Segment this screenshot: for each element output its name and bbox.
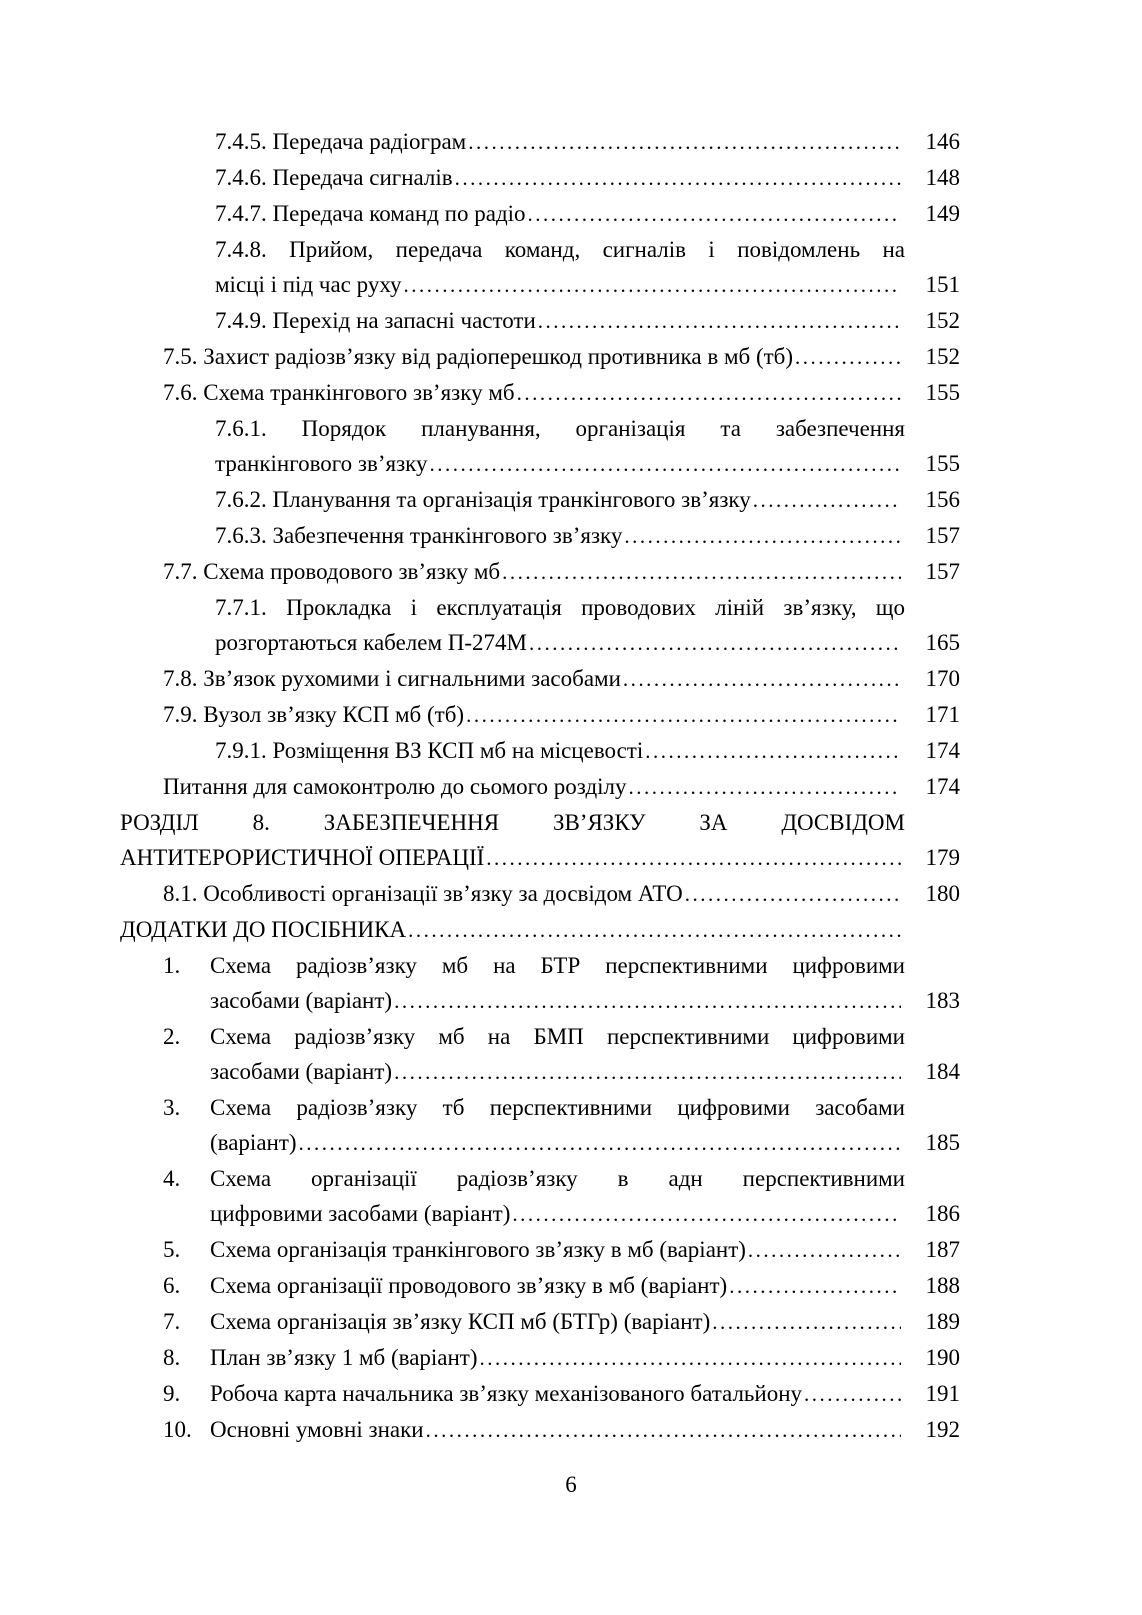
toc-entry-line <box>163 554 960 590</box>
toc-page-number: 174 <box>925 774 960 799</box>
toc-leader-dots <box>394 983 901 1019</box>
toc-entry-line <box>215 267 960 303</box>
toc-page-number: 188 <box>925 1273 960 1298</box>
toc-entry-line: 7.6.1. Порядок планування, організація та забезпечення <box>215 416 905 441</box>
toc-entry-line <box>120 912 960 948</box>
toc-leader-dots <box>299 1125 901 1161</box>
toc-leader-dots <box>466 697 901 733</box>
toc-leader-dots <box>426 1412 901 1448</box>
toc-leader-dots <box>468 124 901 160</box>
toc-page-number: 165 <box>925 630 960 655</box>
toc-entry <box>120 661 960 697</box>
toc-leader-dots <box>645 733 901 769</box>
toc-page-number: 148 <box>925 165 960 190</box>
toc-leader-dots <box>455 160 901 196</box>
toc-entry <box>120 912 960 948</box>
toc-entry-text: цифровими засобами (варіант) <box>210 1201 511 1226</box>
toc-leader-dots <box>517 375 901 411</box>
toc-entry-line <box>163 375 960 411</box>
toc-leader-dots <box>624 518 901 554</box>
toc-page-number: 190 <box>925 1345 960 1370</box>
toc-entry-line <box>210 983 960 1019</box>
toc-leader-dots <box>502 554 901 590</box>
toc-entry-text: ДОДАТКИ ДО ПОСІБНИКА <box>120 917 407 942</box>
toc-entry <box>120 805 960 876</box>
toc-item-number: 8. <box>163 1345 181 1370</box>
toc-page-number: 189 <box>925 1309 960 1334</box>
toc-leader-dots <box>712 1304 901 1340</box>
toc-leader-dots <box>394 1054 901 1090</box>
toc-page-number: 191 <box>925 1381 960 1406</box>
toc-entry <box>120 769 960 805</box>
toc-page-number: 179 <box>925 845 960 870</box>
toc-leader-dots <box>753 482 901 518</box>
toc-entry-line: 7.4.8. Прийом, передача команд, сигналів і повідомлень на <box>215 237 905 262</box>
toc-entry <box>120 124 960 160</box>
toc-entry <box>120 1412 960 1448</box>
toc-page-number: 171 <box>925 702 960 727</box>
toc-entry <box>120 518 960 554</box>
toc-item-number: 2. <box>163 1024 181 1049</box>
toc-entry <box>120 590 960 661</box>
toc-entry-line <box>215 482 960 518</box>
toc-entry <box>120 697 960 733</box>
toc-entry-line <box>210 1125 960 1161</box>
toc-entry-text: засобами (варіант) <box>210 1059 393 1084</box>
toc-entry-text: 7.4.9. Перехід на запасні частоти <box>215 308 536 333</box>
toc-entry-line: Схема організації радіозв’язку в адн перспективними <box>210 1166 905 1191</box>
toc-entry-line <box>215 733 960 769</box>
toc-entry <box>120 733 960 769</box>
toc-entry <box>120 339 960 375</box>
toc-item-number: 7. <box>163 1309 181 1334</box>
toc-entry <box>120 196 960 232</box>
toc-entry-text: 7.6.3. Забезпечення транкінгового зв’язку <box>215 523 623 548</box>
toc-entry-line: Схема радіозв’язку мб на БТР перспективними цифровими <box>210 953 905 978</box>
toc-leader-dots <box>528 196 901 232</box>
toc-entry-text: (варіант) <box>210 1130 297 1155</box>
toc-leader-dots <box>804 1376 901 1412</box>
toc-entry-line: Схема радіозв’язку тб перспективними цифровими засобами <box>210 1095 905 1120</box>
toc-entry-line <box>163 339 960 375</box>
toc-entry-text: 7.4.5. Передача радіограм <box>215 129 467 154</box>
toc-leader-dots <box>403 267 901 303</box>
toc-entry-line <box>163 697 960 733</box>
toc-entry-text: Схема організації проводового зв’язку в мб (варіант) <box>210 1273 728 1298</box>
toc-item-number: 4. <box>163 1166 181 1191</box>
toc-page-number: 155 <box>925 451 960 476</box>
toc-page-number: 155 <box>925 380 960 405</box>
toc-entry <box>120 303 960 339</box>
toc-entry-line <box>210 1376 960 1412</box>
toc-entry-text: Схема організація зв’язку КСП мб (БТГр) (варіант) <box>210 1309 711 1334</box>
toc-page-number: 151 <box>925 272 960 297</box>
toc-entry-text: План зв’язку 1 мб (варіант) <box>210 1345 478 1370</box>
toc-entry-line <box>120 840 960 876</box>
toc-page-number: 186 <box>925 1201 960 1226</box>
toc-leader-dots <box>795 339 901 375</box>
toc-page-number: 152 <box>925 344 960 369</box>
toc-entry-line <box>215 196 960 232</box>
toc-entry-text: місці і під час руху <box>215 272 402 297</box>
toc-entry-text: 7.9.1. Розміщення ВЗ КСП мб на місцевості <box>215 738 644 763</box>
toc-page-number: 187 <box>925 1237 960 1262</box>
toc-entry <box>120 1304 960 1340</box>
toc-entry-line <box>210 1196 960 1232</box>
toc-entry-text: 7.7. Схема проводового зв’язку мб <box>163 559 501 584</box>
toc-item-number: 3. <box>163 1095 181 1120</box>
toc-leader-dots <box>408 912 901 948</box>
toc-entry <box>120 1376 960 1412</box>
toc-page-number: 149 <box>925 201 960 226</box>
toc-entry <box>120 1340 960 1376</box>
toc-entry-line <box>215 160 960 196</box>
toc-entry-text: транкінгового зв’язку <box>215 451 428 476</box>
toc-entry-line <box>215 625 960 661</box>
toc-item-number: 5. <box>163 1237 181 1262</box>
toc-entry-line <box>210 1232 960 1268</box>
toc-page-number: 146 <box>925 129 960 154</box>
toc-leader-dots <box>538 303 901 339</box>
toc-entry <box>120 1019 960 1090</box>
toc-entry-text: 7.4.7. Передача команд по радіо <box>215 201 526 226</box>
toc-entry <box>120 160 960 196</box>
toc-leader-dots <box>748 1232 901 1268</box>
toc-item-number: 6. <box>163 1273 181 1298</box>
toc-entry-text: Робоча карта начальника зв’язку механізованого батальйону <box>210 1381 803 1406</box>
toc-entry <box>120 482 960 518</box>
toc-entry <box>120 948 960 1019</box>
toc-entry-text: 7.6.2. Планування та організація транкінгового зв’язку <box>215 487 751 512</box>
toc-entry-text: 7.4.6. Передача сигналів <box>215 165 453 190</box>
toc-entry-line <box>163 876 960 912</box>
toc-entry-text: засобами (варіант) <box>210 988 393 1013</box>
toc-item-number: 9. <box>163 1381 181 1406</box>
toc-leader-dots <box>512 1196 901 1232</box>
toc-entry-text: 8.1. Особливості організації зв’язку за досвідом АТО <box>163 881 683 906</box>
toc-page-number: 180 <box>925 881 960 906</box>
toc-entry-line <box>210 1304 960 1340</box>
toc-leader-dots <box>629 769 901 805</box>
toc-entry <box>120 1232 960 1268</box>
toc-page-number: 170 <box>925 666 960 691</box>
toc-leader-dots <box>685 876 901 912</box>
page-number-footer: 6 <box>565 1472 577 1497</box>
toc-entry-line <box>210 1340 960 1376</box>
toc-entry-line <box>163 769 960 805</box>
toc-entry <box>120 876 960 912</box>
toc-entry-text: 7.8. Зв’язок рухомими і сигнальними засобами <box>163 666 621 691</box>
toc-page-number: 157 <box>925 523 960 548</box>
toc-entry <box>120 375 960 411</box>
toc-entry-text: Схема організація транкінгового зв’язку в мб (варіант) <box>210 1237 746 1262</box>
toc-page-number: 174 <box>925 738 960 763</box>
toc-entry-line <box>163 661 960 697</box>
toc-page-number: 156 <box>925 487 960 512</box>
toc-leader-dots <box>486 840 901 876</box>
toc-entry-line: Схема радіозв’язку мб на БМП перспективними цифровими <box>210 1024 905 1049</box>
toc-entry-text: Основні умовні знаки <box>210 1417 424 1442</box>
toc-entry-line <box>215 303 960 339</box>
toc-entry-text: 7.9. Вузол зв’язку КСП мб (тб) <box>163 702 465 727</box>
toc-entry-line: 7.7.1. Прокладка і експлуатація проводових ліній зв’язку, що <box>215 595 905 620</box>
toc-item-number: 10. <box>163 1417 192 1442</box>
toc-entry-line <box>215 518 960 554</box>
toc-leader-dots <box>623 661 901 697</box>
toc-entry <box>120 1090 960 1161</box>
toc-page-number: 157 <box>925 559 960 584</box>
toc-entry-line <box>210 1268 960 1304</box>
toc-entry <box>120 232 960 303</box>
toc-leader-dots <box>430 446 901 482</box>
toc-entry-text: Питання для самоконтролю до сьомого розділу <box>163 774 627 799</box>
toc-entry <box>120 1268 960 1304</box>
toc-entry-line <box>215 446 960 482</box>
toc-page-number: 183 <box>925 988 960 1013</box>
toc-list <box>120 124 960 1448</box>
toc-leader-dots <box>729 1268 901 1304</box>
toc-entry-line <box>215 124 960 160</box>
toc-entry-text: АНТИТЕРОРИСТИЧНОЇ ОПЕРАЦІЇ <box>120 845 485 870</box>
toc-leader-dots <box>529 625 901 661</box>
toc-entry <box>120 554 960 590</box>
toc-entry-text: 7.6. Схема транкінгового зв’язку мб <box>163 380 515 405</box>
toc-page-number: 192 <box>925 1417 960 1442</box>
toc-page-number: 185 <box>925 1130 960 1155</box>
toc-entry <box>120 411 960 482</box>
toc-leader-dots <box>480 1340 901 1376</box>
toc-page-number: 184 <box>925 1059 960 1084</box>
toc-entry-line: РОЗДІЛ 8. ЗАБЕЗПЕЧЕННЯ ЗВ’ЯЗКУ ЗА ДОСВІДОМ <box>120 810 905 835</box>
toc-entry-text: 7.5. Захист радіозв’язку від радіоперешкод противника в мб (тб) <box>163 344 794 369</box>
toc-item-number: 1. <box>163 953 181 978</box>
toc-entry-line <box>210 1412 960 1448</box>
toc-page-number: 152 <box>925 308 960 333</box>
toc-entry <box>120 1161 960 1232</box>
toc-entry-text: розгортаються кабелем П-274М <box>215 630 527 655</box>
toc-entry-line <box>210 1054 960 1090</box>
